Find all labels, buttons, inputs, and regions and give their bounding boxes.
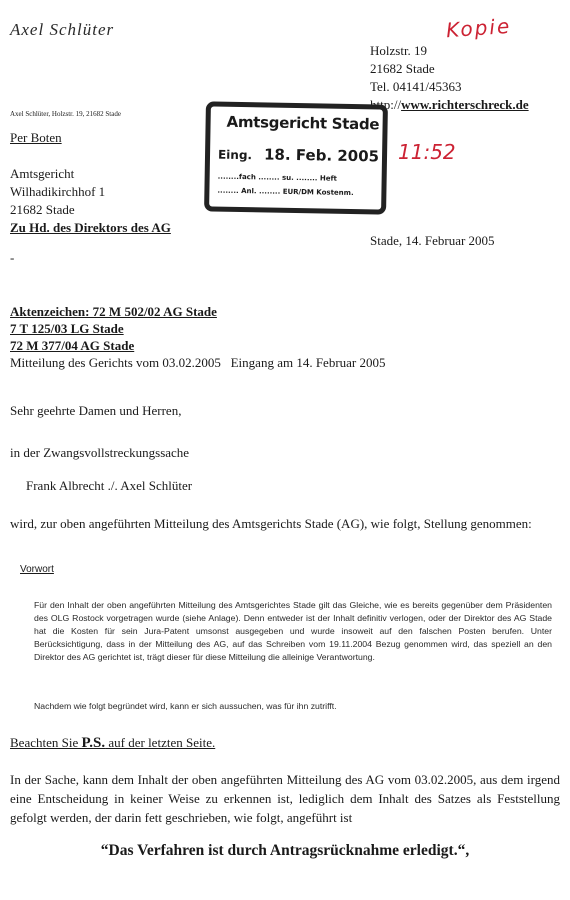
sender-name: Axel Schlüter — [10, 20, 115, 39]
stamp-received-label: Eing. — [217, 147, 253, 163]
web-prefix: http:// — [370, 97, 402, 112]
recipient-attention: Zu Hd. des Direktors des AG — [10, 220, 171, 235]
address-street: Holzstr. 19 — [370, 43, 428, 58]
stamp-date-row — [218, 145, 379, 166]
handwritten-time: 11:52 — [398, 140, 456, 164]
ps-bold: P.S. — [81, 735, 106, 751]
reference-notice: Mitteilung des Gerichts vom 03.02.2005 Eingang am 14. Februar 2005 — [10, 355, 386, 370]
delivery-note: Per Boten — [10, 130, 62, 145]
ps-text-before: Beachten Sie — [10, 735, 82, 750]
salutation: Sehr geehrte Damen und Herren, — [10, 403, 182, 418]
main-paragraph: In der Sache, kann dem Inhalt der oben angeführten Mitteilung des AG vom 03.02.2005, aus dem irgend eine Entscheidung in keiner Weise zu erkennen ist, lediglich dem Inhalt des Satzes als Feststellung gefolgt werden, der darin fett geschrieben, wie folgt, angeführt ist — [10, 772, 560, 825]
stamp-received-date: 18. Feb. 2005 — [263, 145, 380, 166]
statement-paragraph: wird, zur oben angeführten Mitteilung des Amtsgerichts Stade (AG), wie folgt, Stellung genommen: — [10, 516, 532, 531]
ps-text-after: auf der letzten Seite. — [105, 735, 216, 750]
address-phone: Tel. 04141/45363 — [370, 79, 462, 94]
return-address-line: Axel Schlüter, Holzstr. 19, 21682 Stade — [10, 110, 121, 118]
address-web[interactable] — [370, 96, 529, 114]
letter-date: Stade, 14. Februar 2005 — [370, 233, 495, 248]
web-link[interactable]: www.richterschreck.de — [401, 97, 529, 112]
ps-notice — [10, 735, 215, 752]
recipient-line: 21682 Stade — [10, 202, 75, 217]
reference-line: 72 M 377/04 AG Stade — [10, 338, 135, 353]
reference-line: Aktenzeichen: 72 M 502/02 AG Stade — [10, 304, 217, 319]
quoted-statement: “Das Verfahren ist durch Antragsrücknahme erledigt.“, — [100, 842, 470, 859]
preface-paragraph-2: Nachdem wie folgt begründet wird, kann er sich aussuchen, was für ihn zutrifft. — [34, 701, 337, 711]
parties-line: Frank Albrecht ./. Axel Schlüter — [26, 478, 193, 493]
preface-heading: Vorwort — [20, 564, 54, 575]
recipient-line: Amtsgericht — [10, 166, 75, 181]
sender-address — [370, 42, 529, 114]
reference-block — [10, 303, 386, 371]
matter-line: in der Zwangsvollstreckungssache — [10, 445, 190, 460]
stamp-row-2: ........ Anl. ........ EUR/DM Kostenm. — [217, 186, 354, 198]
stamp-title: Amtsgericht Stade — [226, 112, 380, 134]
stamp-row-1: ........fach ........ su. ........ Heft — [217, 172, 337, 183]
address-city: 21682 Stade — [370, 61, 435, 76]
recipient-line: Wilhadikirchhof 1 — [10, 184, 106, 199]
dash-mark: - — [10, 250, 15, 265]
recipient-block — [10, 165, 171, 237]
kopie-mark: Kopie — [445, 13, 512, 43]
reference-line: 7 T 125/03 LG Stade — [10, 321, 124, 336]
preface-paragraph-1: Für den Inhalt der oben angeführten Mitteilung des Amtsgerichtes Stade gilt das Gleiche, wie es bereits gegenüber dem Präsidenten des OLG Rostock vorgetragen wurde (siehe Anlage). Denn entweder ist der Inhalt definitiv verlogen, oder der Direktor des AG Stade hat die Kosten für sein Jura-Patent umsonst ausgegeben und wurde insoweit auf den falschen Posten berufen. Unter Berücksichtigung, dass in der Mitteilung des AG, auf das Schreiben vom 19.11.2004 Bezug genommen wird, das speziell an den Direktor des AG gerichtet ist, trägt dieser für diese Mitteilung die alleinige Verantwortung. — [34, 600, 552, 662]
court-received-stamp — [204, 101, 388, 214]
